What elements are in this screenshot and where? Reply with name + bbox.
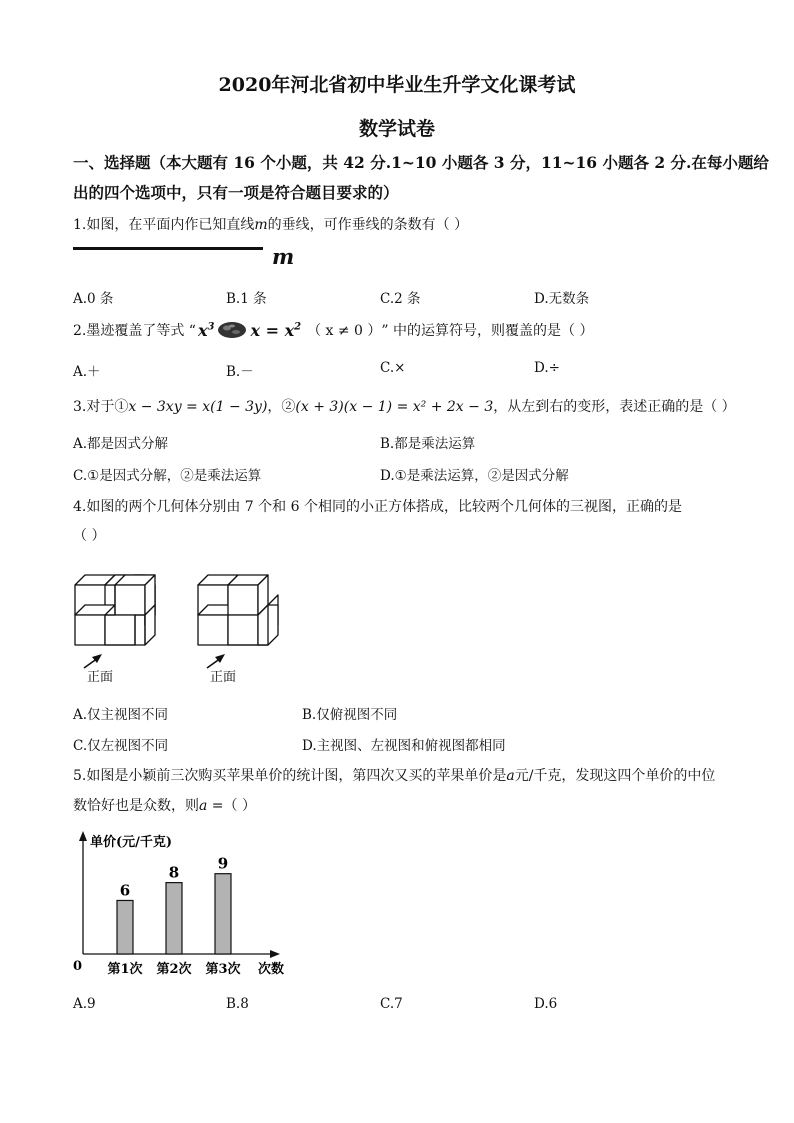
q1-stem-text-a: 1.如图，在平面内作已知直线 [73, 217, 255, 233]
q5-stem-line1 [73, 765, 715, 785]
chart-bar [117, 900, 133, 954]
q4-stem-line2: （ ） [73, 528, 106, 544]
q2-option-a: A.＋ [73, 364, 101, 380]
q4-front-label-2: 正面 [210, 670, 237, 685]
q2-eq-left: $x^3$ [197, 320, 215, 340]
q5-stem-line2 [73, 795, 256, 815]
q2-stem [73, 320, 593, 340]
q1-stem-var: m [254, 217, 268, 233]
q4-option-c: C.仅左视图不同 [73, 738, 169, 754]
q5-option-b: B.8 [226, 996, 249, 1012]
q4-stem-line1: 4.如图的两个几何体分别由 7 个和 6 个相同的小正方体搭成，比较两个几何体的三视图，正确的是 [73, 499, 682, 515]
chart-origin-label: 0 [73, 959, 83, 974]
q2-option-b: B.－ [226, 364, 254, 380]
q5-stem-line1-text-b: 元/千克，发现这四个单价的中位 [514, 768, 716, 784]
q1-stem [73, 214, 468, 234]
q5-stem-var-b: a [199, 798, 208, 814]
q4-front-label-1: 正面 [87, 670, 114, 685]
q2-option-d: D.÷ [534, 360, 560, 376]
q2-condition: （ x ≠ 0 ） [307, 323, 382, 339]
q5-stem-line2-text-a: 数恰好也是众数，则 [73, 798, 199, 814]
q1-line-label: m [272, 244, 295, 269]
q3-sep: ，② [267, 399, 296, 415]
q4-option-b: B.仅俯视图不同 [302, 707, 398, 723]
exam-subtitle: 数学试卷 [358, 118, 435, 140]
q5-stem-line1-text-a: 5.如图是小颖前三次购买苹果单价的统计图，第四次又买的苹果单价是 [73, 768, 507, 784]
q2-stem-text-b: ” 中的运算符号，则覆盖的是（ ） [381, 323, 594, 339]
chart-category-label: 第2次 [156, 962, 192, 977]
chart-bar-value-label: 9 [217, 854, 229, 873]
q1-option-a: A.0 条 [73, 291, 114, 307]
q3-expr-2: (x + 3)(x − 1) = x² + 2x − 3 [295, 399, 494, 415]
q5-option-c: C.7 [380, 996, 403, 1012]
q5-stem-var-a: a [506, 768, 515, 784]
chart-category-label: 第3次 [205, 962, 241, 977]
q5-stem-line2-text-b: =（ ） [207, 798, 256, 814]
q3-stem-text-a: 3.对于① [73, 399, 129, 415]
chart-y-axis-arrow [79, 831, 87, 841]
q3-expr-1: x − 3xy = x(1 − 3y) [128, 399, 268, 415]
q1-option-d: D.无数条 [534, 291, 590, 307]
q2-stem-text-a: 2.墨迹覆盖了等式 “ [73, 323, 196, 339]
chart-bar-value-label: 6 [119, 881, 131, 900]
chart-category-label: 第1次 [107, 962, 143, 977]
ink-blot-icon [217, 321, 247, 339]
q2-eq-right: $x = x^2$ [250, 320, 302, 340]
q4-solid-7-cubes [70, 560, 170, 684]
chart-x-label: 次数 [258, 962, 285, 977]
q3-option-d: D.①是乘法运算，②是因式分解 [380, 468, 569, 484]
chart-x-axis-arrow [270, 950, 280, 958]
q1-option-b: B.1 条 [226, 291, 267, 307]
q4-option-d: D.主视图、左视图和俯视图都相同 [302, 738, 506, 754]
q1-option-c: C.2 条 [380, 291, 421, 307]
q2-option-c: C.× [380, 360, 406, 376]
q4-option-a: A.仅主视图不同 [73, 707, 169, 723]
chart-bar-value-label: 8 [168, 863, 180, 882]
q3-option-a: A.都是因式分解 [73, 436, 169, 452]
chart-bar [166, 883, 182, 954]
q3-stem-text-b: ，从左到右的变形，表述正确的是（ ） [493, 399, 736, 415]
q5-option-d: D.6 [534, 996, 558, 1012]
q1-stem-text-b: 的垂线，可作垂线的条数有（ ） [267, 217, 469, 233]
q3-option-b: B.都是乘法运算 [380, 436, 476, 452]
section-heading-line1: 一、选择题（本大题有 16 个小题，共 42 分.1~10 小题各 3 分，11~16 小题各 2 分.在每小题给 [73, 153, 769, 172]
q4-solid-6-cubes [193, 560, 293, 684]
q5-option-a: A.9 [73, 996, 96, 1012]
q5-bar-chart [68, 826, 298, 982]
chart-y-label: 单价(元/千克) [90, 835, 173, 850]
exam-title: 2020年河北省初中毕业生升学文化课考试 [218, 74, 576, 96]
q1-line-m [73, 247, 263, 250]
q3-option-c: C.①是因式分解，②是乘法运算 [73, 468, 262, 484]
q3-stem [73, 396, 736, 416]
chart-bar [215, 874, 231, 954]
section-heading-line2: 出的四个选项中，只有一项是符合题目要求的） [73, 183, 399, 202]
